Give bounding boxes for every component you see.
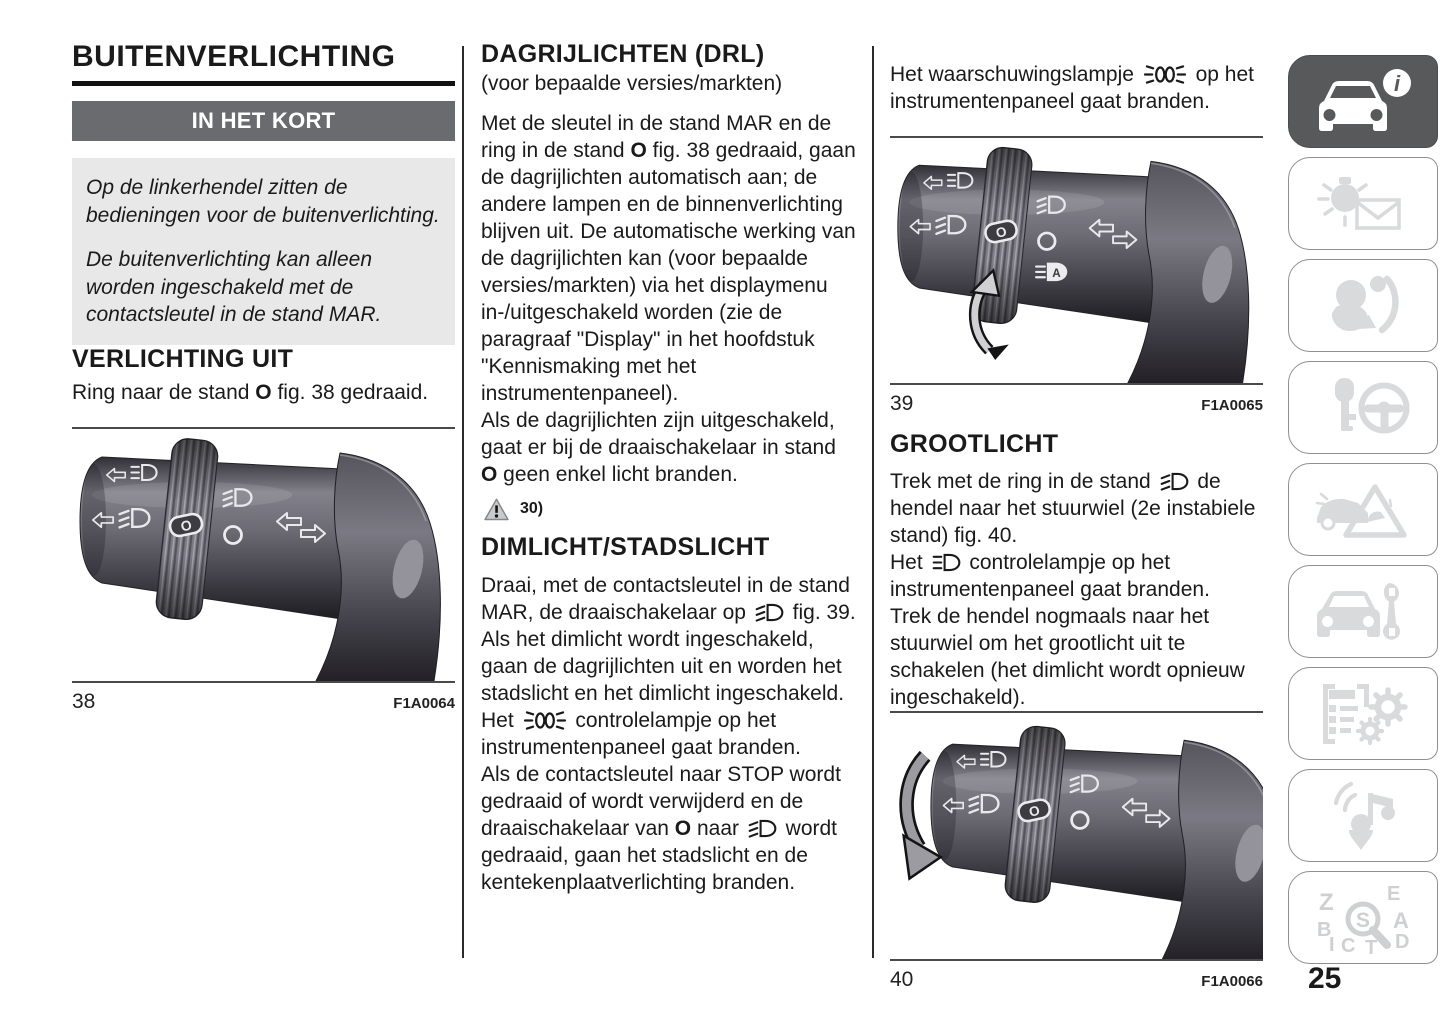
grootlicht-sentence-1 bbox=[890, 468, 1263, 549]
middle-column bbox=[481, 40, 857, 896]
grootlicht-sentence-2 bbox=[890, 549, 1263, 603]
sidebar-tab-service-maintenance[interactable] bbox=[1288, 565, 1438, 658]
sidebar-tab-emergency[interactable] bbox=[1288, 463, 1438, 556]
svg-text:A: A bbox=[1393, 907, 1409, 933]
text-run: Met de sleutel in de stand MAR en de ring in de stand bbox=[481, 111, 832, 162]
svg-text:Z: Z bbox=[1319, 888, 1334, 916]
figure-40-number: 40 bbox=[890, 967, 914, 991]
chapter-tab-sidebar bbox=[1288, 55, 1438, 973]
text-run: de hendel naar het stuurwiel (2e instabiele stand) fig. 40. bbox=[890, 470, 1256, 548]
grootlicht-sentence-3 bbox=[890, 603, 1263, 711]
svg-text:C: C bbox=[1341, 934, 1356, 954]
document-gears-icon bbox=[1311, 678, 1415, 750]
warning-reference bbox=[481, 498, 857, 521]
sidebar-tab-alphabetical-index[interactable] bbox=[1288, 871, 1438, 964]
high-beam-icon bbox=[932, 553, 961, 572]
dimlicht-sentence-1 bbox=[481, 572, 857, 626]
summary-paragraph-1: Op de linkerhendel zitten de bedieningen voor de buitenverlichting. bbox=[86, 176, 440, 227]
switch-position-O: O bbox=[630, 138, 647, 162]
figure-38-caption bbox=[72, 683, 455, 714]
text-run: fig. 38 gedraaid. bbox=[271, 381, 429, 405]
text-run: controlelampje op het instrumentenpaneel gaat branden. bbox=[481, 708, 801, 759]
drl-sentence-2 bbox=[481, 407, 857, 488]
svg-text:E: E bbox=[1387, 882, 1401, 905]
left-column bbox=[72, 40, 455, 714]
svg-text:D: D bbox=[1395, 930, 1410, 953]
summary-paragraph-2: De buitenverlichting kan alleen worden ingeschakeld met de contactsleutel in de stand MAR. bbox=[86, 248, 382, 326]
in-het-kort-header bbox=[72, 101, 455, 141]
figure-39-code: F1A0065 bbox=[1201, 397, 1263, 415]
section-heading-dagrijlichten: DAGRIJLICHTEN (DRL) bbox=[481, 40, 765, 68]
grootlicht-body bbox=[890, 468, 1263, 711]
sidebar-tab-multimedia[interactable] bbox=[1288, 769, 1438, 862]
dimlicht-sentence-2 bbox=[481, 626, 857, 707]
figure-38-frame bbox=[72, 427, 455, 683]
figure-38 bbox=[72, 427, 455, 714]
sidebar-tab-vehicle-info[interactable] bbox=[1288, 55, 1438, 148]
car-warning-triangle-icon bbox=[1311, 474, 1415, 546]
text-run: controlelampje op het instrumentenpaneel gaat branden. bbox=[890, 551, 1210, 602]
text-run: Het waarschuwingslampje bbox=[890, 63, 1140, 86]
sidebar-tab-safety[interactable] bbox=[1288, 259, 1438, 352]
text-run: Draai, met de contactsleutel in de stand MAR, de draaischakelaar op bbox=[481, 573, 850, 624]
column-divider-1 bbox=[462, 46, 464, 958]
section-heading-verlichting-uit: VERLICHTING UIT bbox=[72, 344, 294, 373]
car-info-icon bbox=[1311, 66, 1415, 138]
section-heading-dimlicht: DIMLICHT/STADSLICHT bbox=[481, 532, 770, 561]
text-run: geen enkel licht branden. bbox=[497, 462, 738, 486]
drl-sentence-1 bbox=[481, 110, 857, 407]
in-het-kort-label: IN HET KORT bbox=[191, 108, 336, 133]
dimlicht-body bbox=[481, 572, 857, 896]
light-stalk-illustration-38 bbox=[72, 429, 455, 681]
page-number: 25 bbox=[1308, 962, 1342, 995]
figure-39 bbox=[890, 136, 1263, 416]
text-run: fig. 38 gedraaid, gaan de dagrijlichten automatisch aan; de andere lampen en de binnenverlichting blijven uit. De automatische werking van de dagrijlichten kan (voor bepaalde versies/markten) via het displaymenu in-/uitgeschakeld worden (zie de paragraaf "Display" in het hoofdstuk "Kennismaking met het instrumentenpaneel). bbox=[481, 138, 856, 405]
text-run: Ring naar de stand bbox=[72, 381, 256, 405]
svg-text:A: A bbox=[1052, 266, 1061, 280]
warning-lamp-text bbox=[890, 61, 1263, 115]
car-wrench-icon bbox=[1311, 576, 1415, 648]
position-lights-icon bbox=[1143, 65, 1187, 84]
sidebar-tab-technical-data[interactable] bbox=[1288, 667, 1438, 760]
figure-40-caption bbox=[890, 961, 1263, 992]
svg-text:T: T bbox=[1365, 936, 1378, 954]
switch-position-O: O bbox=[674, 816, 692, 840]
svg-text:S: S bbox=[1355, 908, 1371, 932]
text-run: fig. 39. bbox=[786, 600, 856, 624]
index-search-icon bbox=[1311, 882, 1415, 954]
svg-text:I: I bbox=[1329, 933, 1335, 954]
light-stalk-illustration-40 bbox=[890, 713, 1263, 958]
figure-38-number: 38 bbox=[72, 690, 96, 714]
low-beam-icon bbox=[1160, 472, 1189, 491]
verlichting-uit-text bbox=[72, 379, 455, 406]
figure-40-frame bbox=[890, 711, 1263, 960]
svg-text:B: B bbox=[1317, 918, 1332, 941]
summary-box bbox=[72, 158, 455, 345]
text-run: Het bbox=[890, 551, 929, 575]
figure-40 bbox=[890, 711, 1263, 991]
column-divider-2 bbox=[872, 46, 874, 958]
text-run: Als de contactsleutel naar STOP wordt gedraaid of wordt verwijderd en de draaischakelaar van bbox=[481, 762, 841, 840]
figure-38-code: F1A0064 bbox=[393, 695, 455, 713]
warning-reference-number: 30) bbox=[520, 500, 544, 518]
low-beam-icon bbox=[748, 819, 777, 838]
section-heading-grootlicht: GROOTLICHT bbox=[890, 430, 1059, 459]
figure-39-caption bbox=[890, 385, 1263, 416]
right-column bbox=[890, 40, 1263, 992]
warning-light-envelope-icon bbox=[1311, 168, 1415, 240]
figure-40-code: F1A0066 bbox=[1201, 972, 1263, 990]
text-run: Als het dimlicht wordt ingeschakeld, gaan de dagrijlichten uit en worden het stadslicht en het dimlicht ingeschakeld. bbox=[481, 627, 845, 705]
text-run: Trek de hendel nogmaals naar het stuurwiel om het grootlicht uit te schakelen (het dimlicht wordt opnieuw ingeschakeld). bbox=[890, 605, 1245, 710]
dimlicht-sentence-4 bbox=[481, 761, 857, 896]
text-run: Het bbox=[481, 708, 520, 732]
sidebar-tab-instrument-panel-messages[interactable] bbox=[1288, 157, 1438, 250]
sidebar-tab-starting-driving[interactable] bbox=[1288, 361, 1438, 454]
svg-text:i: i bbox=[1393, 70, 1401, 96]
position-lights-icon bbox=[523, 711, 567, 730]
figure-39-frame bbox=[890, 136, 1263, 385]
page-title: BUITENVERLICHTING bbox=[72, 40, 455, 86]
drl-body bbox=[481, 110, 857, 488]
switch-position-O: O bbox=[481, 462, 498, 486]
warning-triangle-icon bbox=[484, 498, 509, 521]
dimlicht-sentence-3 bbox=[481, 707, 857, 761]
drl-subheading: (voor bepaalde versies/markten) bbox=[481, 71, 783, 95]
text-run: naar bbox=[691, 816, 745, 840]
switch-position-O: O bbox=[255, 381, 272, 405]
airbag-person-icon bbox=[1311, 270, 1415, 342]
text-run: Trek met de ring in de stand bbox=[890, 470, 1157, 494]
key-steering-wheel-icon bbox=[1311, 372, 1415, 444]
figure-39-number: 39 bbox=[890, 392, 914, 416]
text-run: Als de dagrijlichten zijn uitgeschakeld, gaat er bij de draaischakelaar in stand bbox=[481, 408, 836, 459]
text-run: op het instrumentenpaneel gaat branden. bbox=[890, 63, 1255, 113]
light-stalk-illustration-39 bbox=[890, 138, 1263, 383]
low-beam-icon bbox=[755, 603, 784, 622]
text-run: wordt gedraaid, gaan het stadslicht en de kentekenplaatverlichting branden. bbox=[481, 816, 838, 894]
multimedia-navigation-icon bbox=[1311, 780, 1415, 852]
